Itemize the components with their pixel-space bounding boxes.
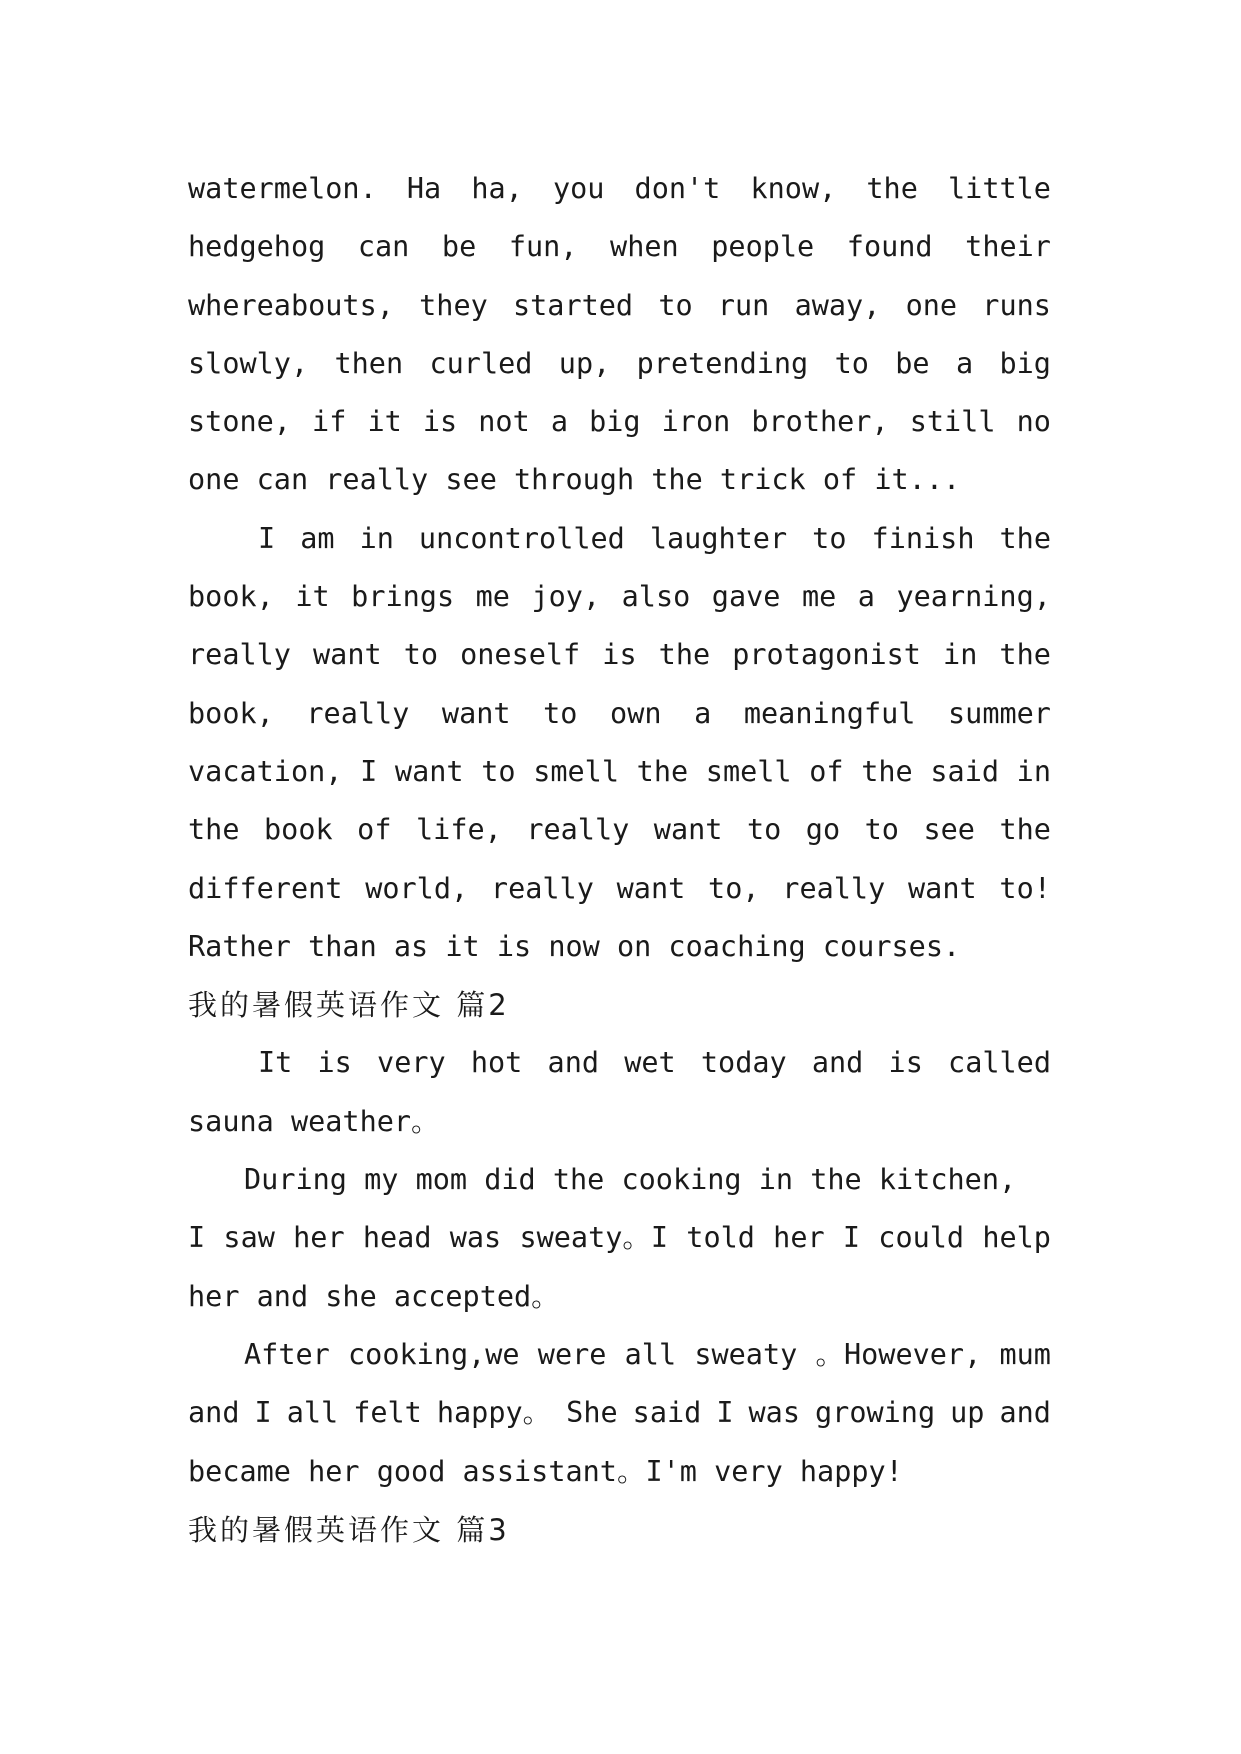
document-page xyxy=(188,160,1051,1559)
word: the xyxy=(861,754,913,788)
word: fun, xyxy=(508,230,578,264)
word: said xyxy=(930,754,1000,788)
word: run xyxy=(717,288,770,322)
word: people xyxy=(711,230,815,264)
word: whereabouts, xyxy=(188,288,394,322)
word: can xyxy=(357,230,410,264)
word: iron xyxy=(661,405,731,439)
word: told xyxy=(686,1221,755,1255)
word: smell xyxy=(705,754,792,788)
word: laughter xyxy=(649,521,788,555)
word: ha, xyxy=(471,172,523,205)
section-heading: 我的暑假英语作文 篇3 xyxy=(188,1512,510,1547)
word: really xyxy=(306,696,410,730)
word: own xyxy=(610,696,662,730)
word: wet xyxy=(624,1046,676,1080)
word: see xyxy=(923,813,975,847)
word: the xyxy=(999,638,1051,672)
word: to xyxy=(543,696,578,730)
word: the xyxy=(999,521,1051,555)
word: go xyxy=(805,813,841,847)
word: finish xyxy=(871,521,975,555)
word: uncontrolled xyxy=(418,521,625,555)
word: know, xyxy=(750,172,837,205)
word: all xyxy=(624,1337,677,1371)
word: vacation, xyxy=(188,754,343,788)
word: could xyxy=(878,1221,965,1255)
paragraph-line xyxy=(188,510,1051,568)
word: be xyxy=(895,346,930,380)
paragraph-line: her and she accepted。 xyxy=(188,1279,560,1313)
word: be xyxy=(441,230,477,264)
word: I xyxy=(360,754,378,788)
word: gave xyxy=(711,580,781,614)
paragraph-line xyxy=(188,335,1051,393)
word: not xyxy=(478,405,530,439)
word: brings xyxy=(351,580,455,614)
word: to, xyxy=(708,871,760,905)
word: found xyxy=(846,230,933,264)
word: summer xyxy=(948,696,1051,730)
word: up, xyxy=(558,346,611,380)
word: a xyxy=(955,346,974,380)
word: a xyxy=(857,580,875,614)
word: want xyxy=(908,871,977,905)
paragraph-line xyxy=(188,801,1051,859)
word: growing xyxy=(815,1396,936,1430)
word: when xyxy=(610,230,679,264)
word: said xyxy=(632,1396,702,1430)
word: big xyxy=(999,346,1051,380)
word: It xyxy=(258,1046,293,1080)
word: away, xyxy=(794,288,881,322)
word: book, xyxy=(188,696,274,730)
word: want xyxy=(616,871,686,905)
word: their xyxy=(965,230,1051,264)
word: big xyxy=(589,405,641,439)
word: slowly, xyxy=(188,346,309,380)
word: one xyxy=(905,288,958,322)
word: I xyxy=(716,1396,734,1430)
word: want xyxy=(394,754,464,788)
word: hot xyxy=(470,1046,523,1080)
word: brother, xyxy=(751,405,889,439)
word: the xyxy=(636,754,689,788)
word: oneself xyxy=(460,638,581,672)
word: help xyxy=(982,1221,1051,1255)
word: it xyxy=(367,405,402,439)
word: me xyxy=(475,580,510,614)
word: very xyxy=(377,1046,446,1080)
paragraph-line: one can really see through the trick of it... xyxy=(188,463,961,497)
word: She xyxy=(566,1396,618,1430)
paragraph-line xyxy=(188,1384,1051,1442)
paragraph-line xyxy=(188,626,1051,684)
paragraph-line: sauna weather。 xyxy=(188,1104,440,1138)
word: to xyxy=(834,346,869,380)
paragraph-line xyxy=(188,393,1051,451)
word: cooking,we xyxy=(348,1337,520,1371)
word: want xyxy=(653,813,723,847)
word: to xyxy=(812,521,847,555)
word: to xyxy=(746,813,782,847)
word: is xyxy=(422,405,458,439)
word: her xyxy=(293,1221,345,1255)
word: the xyxy=(999,813,1051,847)
word: want xyxy=(313,638,382,672)
word: the xyxy=(866,172,918,205)
word: to xyxy=(658,288,693,322)
paragraph-line xyxy=(188,1326,1051,1384)
paragraph-line: During my mom did the cooking in the kitchen, xyxy=(244,1163,1017,1197)
word: started xyxy=(512,288,634,322)
word: if xyxy=(312,405,347,439)
word: mum xyxy=(999,1337,1051,1371)
word: sweaty xyxy=(694,1337,798,1371)
word: really xyxy=(188,638,291,672)
word: smell xyxy=(533,754,619,788)
word: you xyxy=(552,172,605,205)
word: saw xyxy=(223,1221,275,1255)
word: really xyxy=(782,871,886,905)
word: and xyxy=(811,1046,864,1080)
paragraph-line: Rather than as it is now on coaching courses. xyxy=(188,929,961,963)
word: really xyxy=(490,871,594,905)
word: joy, xyxy=(531,580,601,614)
word: little xyxy=(948,172,1051,205)
paragraph-line xyxy=(188,743,1051,801)
word: a xyxy=(694,696,712,730)
word: happy。 xyxy=(436,1396,552,1430)
word: I xyxy=(188,1221,206,1255)
word: life, xyxy=(416,813,502,847)
word: up xyxy=(950,1396,985,1430)
word: the xyxy=(658,638,711,672)
word: still xyxy=(909,405,996,439)
word: then xyxy=(334,346,404,380)
word: of xyxy=(809,754,844,788)
paragraph-line xyxy=(188,685,1051,743)
word: pretending xyxy=(636,346,809,380)
word: don't xyxy=(634,172,721,205)
word: yearning, xyxy=(896,580,1051,614)
word: curled xyxy=(429,346,533,380)
section-heading: 我的暑假英语作文 篇2 xyxy=(188,988,510,1023)
paragraph-line xyxy=(188,160,1051,218)
word: of xyxy=(357,813,392,847)
word: is xyxy=(602,638,637,672)
word: head xyxy=(362,1221,432,1255)
word: want xyxy=(441,696,511,730)
paragraph-line xyxy=(188,860,1051,918)
word: in xyxy=(1016,754,1051,788)
word: also xyxy=(621,580,691,614)
word: today xyxy=(700,1046,787,1080)
paragraph-line xyxy=(188,1209,1051,1267)
word: in xyxy=(359,521,394,555)
word: protagonist xyxy=(732,638,921,672)
word: sweaty。I xyxy=(519,1221,669,1255)
word: After xyxy=(244,1337,330,1371)
word: in xyxy=(943,638,978,672)
word: Ha xyxy=(406,172,442,205)
word: were xyxy=(537,1337,607,1371)
word: meaningful xyxy=(743,696,916,730)
word: watermelon. xyxy=(188,172,377,205)
word: different xyxy=(188,871,343,905)
paragraph-line xyxy=(188,568,1051,626)
word: her xyxy=(773,1221,825,1255)
word: I xyxy=(254,1396,272,1430)
word: book xyxy=(264,813,333,847)
word: the xyxy=(188,813,240,847)
paragraph-line xyxy=(188,277,1051,335)
word: and xyxy=(999,1396,1051,1430)
word: I xyxy=(258,521,276,555)
word: am xyxy=(300,521,335,555)
paragraph-line xyxy=(188,218,1051,276)
word: to! xyxy=(999,871,1051,905)
word: me xyxy=(801,580,837,614)
word: a xyxy=(550,405,568,439)
word: is xyxy=(317,1046,352,1080)
word: to xyxy=(864,813,899,847)
word: 。However, xyxy=(815,1337,982,1371)
word: it xyxy=(295,580,330,614)
paragraph-line: became her good assistant。I'm very happy! xyxy=(188,1454,903,1488)
word: world, xyxy=(365,871,469,905)
word: and xyxy=(188,1396,240,1430)
word: is xyxy=(888,1046,923,1080)
word: was xyxy=(748,1396,800,1430)
word: and xyxy=(547,1046,600,1080)
word: felt xyxy=(353,1396,422,1430)
word: to xyxy=(481,754,516,788)
word: runs xyxy=(982,288,1051,322)
word: was xyxy=(449,1221,502,1255)
word: hedgehog xyxy=(188,230,326,264)
word: no xyxy=(1016,405,1051,439)
word: book, xyxy=(188,580,274,614)
word: they xyxy=(419,288,488,322)
word: stone, xyxy=(188,405,291,439)
paragraph-line xyxy=(188,1034,1051,1092)
word: I xyxy=(842,1221,861,1255)
word: really xyxy=(526,813,630,847)
word: all xyxy=(286,1396,339,1430)
word: to xyxy=(403,638,439,672)
word: called xyxy=(948,1046,1051,1080)
